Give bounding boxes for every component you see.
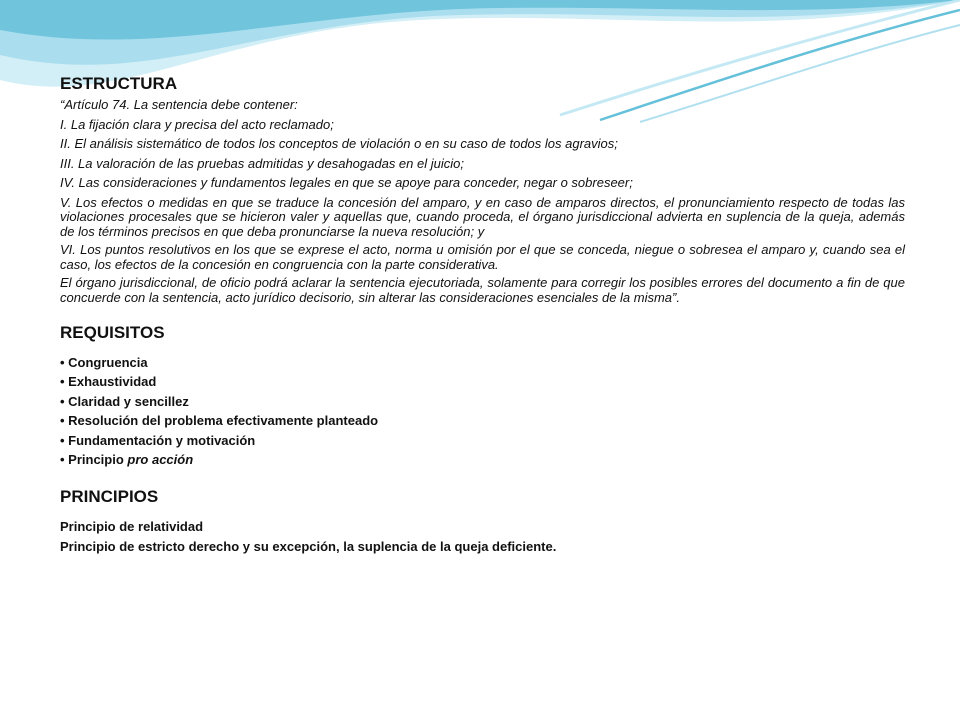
estructura-item: VI. Los puntos resolutivos en los que se exprese el acto, norma u omisión por el que se conceda, niegue o sobresea el amparo y, cuando sea el caso, los efectos de la concesión en congruencia con la parte considerativa. (60, 242, 905, 272)
estructura-item: I. La fijación clara y precisa del acto reclamado; (60, 116, 334, 132)
requisito-item: • Resolución del problema efectivamente planteado (60, 413, 379, 429)
principio-item: Principio de relatividad (60, 519, 204, 535)
requisito-item: • Claridad y sencillez (60, 393, 189, 409)
estructura-heading: ESTRUCTURA (60, 74, 178, 93)
principios-heading: PRINCIPIOS (60, 487, 159, 507)
requisito-italic-term: pro acción (127, 452, 194, 468)
estructura-item: V. Los efectos o medidas en que se traduce la concesión del amparo, y en caso de amparos directos, el pronunciamiento respecto de todas las violaciones procesales que se hicieron valer y aquellas que, cuando proceda, el órgano jurisdiccional advierta en suplencia de la queja, además de los términos precisos en que deba pronunciarse la nueva resolución; y (60, 194, 905, 239)
estructura-intro: “Artículo 74. La sentencia debe contener: (60, 97, 298, 112)
requisito-prefix: • Principio (60, 452, 128, 468)
requisito-item: • Congruencia (60, 355, 148, 370)
slide-content (60, 74, 905, 556)
requisito-item: • Fundamentación y motivación (60, 432, 256, 448)
estructura-item: II. El análisis sistemático de todos los conceptos de violación o en su caso de todos los agravios; (60, 136, 618, 151)
estructura-item: IV. Las consideraciones y fundamentos legales en que se apoye para conceder, negar o sobreseer; (60, 175, 633, 190)
principio-item: Principio de estricto derecho y su excepción, la suplencia de la queja deficiente. (60, 538, 557, 554)
requisito-item-last (60, 450, 905, 469)
principios-list (60, 517, 905, 556)
requisitos-list (60, 353, 905, 469)
estructura-item: III. La valoración de las pruebas admitidas y desahogadas en el juicio; (60, 155, 464, 171)
requisito-item: • Exhaustividad (60, 374, 157, 390)
estructura-item: El órgano jurisdiccional, de oficio podrá aclarar la sentencia ejecutoriada, solamente para corregir los posibles errores del documento a fin de que concuerde con la sentencia, acto jurídico decisorio, sin alterar las consideraciones esenciales de la misma”. (60, 275, 905, 305)
requisitos-heading: REQUISITOS (60, 323, 165, 342)
